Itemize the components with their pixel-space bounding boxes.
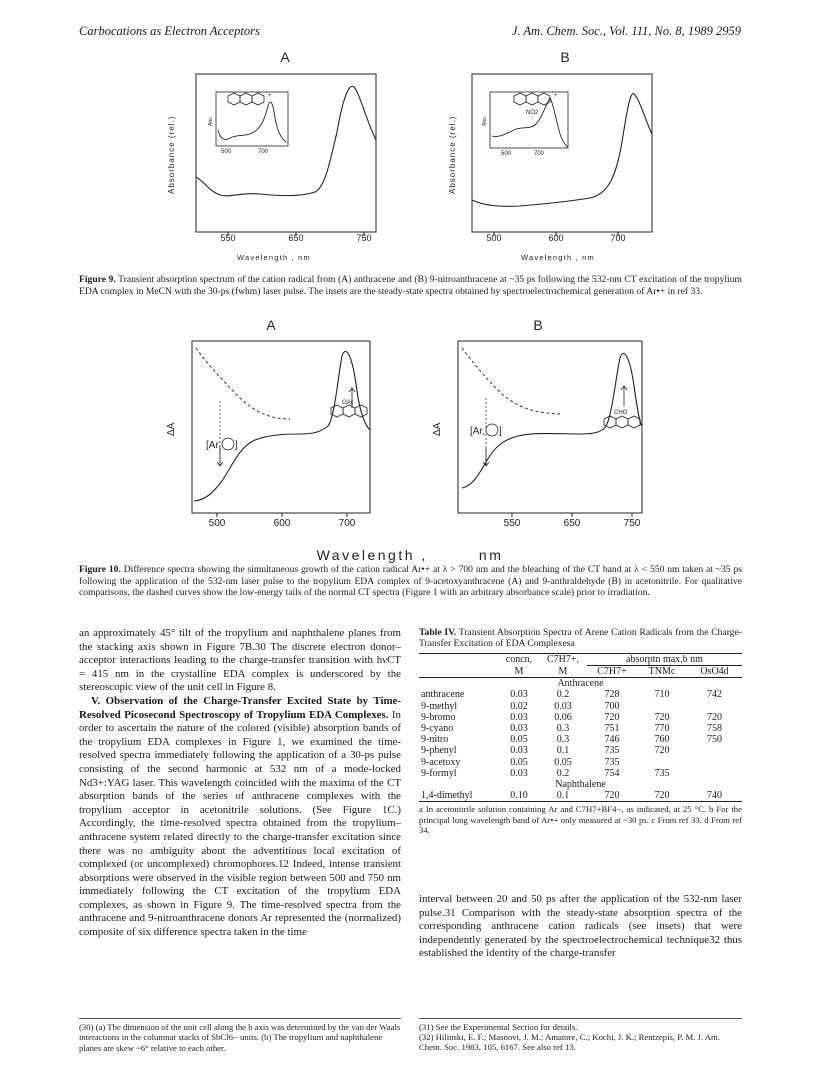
fig9-a-inset-xtick-1: 700 bbox=[258, 149, 269, 155]
th-unit-m2: M bbox=[558, 665, 568, 677]
section-v-text: In order to ascertain the nature of the colored (visible) absorption bands of the tropylium EDA complexes in Figure 1, we examined the time-resolved spectra immediately following the application of a 30-ps pulse consisting of the second harmonic at 532 nm of a mode-locked Nd3+:YAG laser. This wavelength coincided with the maxima of the CT absorption bands of the series of anthracene complexes with the tropylium acceptor in acetonitrile solutions. (See Figure 1C.) Accordingly, the time-resolved spectra obtained from the tropylium–anthracene system related directly to the charge-transfer excitation since there was no ambiguity about the adventitious local excitation of complexed (or uncomplexed) chromophores.12 Indeed, intense transient absorptions were observed in the visible region between 500 and 750 nm immediately following the CT excitation of the tropylium EDA complexes, as shown in Figure 9. The time-resolved spectra from the anthracene and 9-nitroanthracene donors Ar represented the (normalized) composite of six difference spectra taken in the time bbox=[79, 708, 401, 939]
table-row bbox=[419, 757, 742, 768]
th-absorptn-max: absorptn max,b nm bbox=[587, 653, 742, 665]
fig9-b-xtick-0: 500 bbox=[486, 233, 502, 243]
journal-citation: J. Am. Chem. Soc., Vol. 111, No. 8, 1989 2959 bbox=[511, 24, 741, 38]
fig10-b-complex-label: [Ar, bbox=[470, 426, 486, 437]
cell: 9-cyano bbox=[421, 723, 454, 735]
footnote-31: (31) See the Experimental Section for details. bbox=[419, 1022, 578, 1032]
fig9-a-spectrum bbox=[196, 86, 376, 196]
fig9-panel-b-label: B bbox=[560, 49, 570, 65]
fig9-b-xtick-2: 700 bbox=[610, 233, 626, 243]
cell: 0.05 bbox=[554, 756, 572, 768]
fig9-a-inset-ylabel: Abs. bbox=[208, 115, 214, 126]
cell bbox=[637, 757, 687, 768]
cell: 700 bbox=[604, 700, 620, 712]
fig10-a-ct-tail-dashed bbox=[196, 348, 290, 419]
th-c7h7-concn: C7H7+, bbox=[546, 654, 580, 666]
fig10-a-complex-label: [Ar, bbox=[206, 440, 222, 451]
table-row bbox=[419, 723, 742, 734]
fig10-a-difference-spectrum bbox=[194, 351, 370, 501]
fig9-b-xtick-1: 600 bbox=[548, 233, 564, 243]
tropylium-icon bbox=[222, 438, 234, 450]
th-concn: concn, bbox=[505, 654, 533, 666]
fig9-b-inset-ylabel: Abs. bbox=[482, 115, 488, 126]
growth-arrow-b-icon bbox=[621, 386, 627, 406]
cell bbox=[687, 768, 742, 779]
group-naphthalene: Naphthalene bbox=[555, 779, 606, 791]
fig10-b-xtick-2: 750 bbox=[623, 518, 641, 529]
table-iv-caption bbox=[419, 627, 742, 650]
figure-10 bbox=[140, 316, 700, 570]
fig9-a-ylabel: Absorbance (rel.) bbox=[167, 115, 176, 194]
cell: 0.05 bbox=[510, 734, 528, 746]
cell bbox=[687, 745, 742, 756]
fig9-b-xlabel: Wavelength , nm bbox=[521, 253, 595, 262]
cell: 0.2 bbox=[556, 767, 570, 779]
fig9-a-inset-xtick-0: 500 bbox=[221, 149, 232, 155]
fig9-a-xlabel: Wavelength , nm bbox=[237, 253, 311, 262]
fig9-a-inset-spectrum bbox=[218, 102, 286, 142]
cell: 746 bbox=[604, 734, 620, 746]
th-unit-m1: M bbox=[514, 665, 524, 677]
table-iv bbox=[419, 653, 742, 803]
table-iv-label: Table IV. bbox=[419, 627, 457, 638]
fig10-a-bracket-close: ] bbox=[235, 440, 238, 451]
fig10-b-bracket-close: ] bbox=[499, 426, 502, 437]
cell: 720 bbox=[654, 711, 670, 723]
cell: 0.06 bbox=[554, 711, 572, 723]
tropylium-b-icon bbox=[486, 424, 498, 436]
acetoxyanthracene-structure-icon bbox=[331, 405, 367, 417]
fig9-b-ylabel: Absorbance (rel.) bbox=[448, 115, 457, 194]
left-paragraph-2 bbox=[79, 695, 401, 940]
cell: 9-formyl bbox=[421, 767, 457, 779]
fig10-panel-a bbox=[166, 317, 370, 529]
cell: 9-bromo bbox=[421, 711, 456, 723]
right-column-text bbox=[419, 893, 742, 961]
left-column bbox=[79, 627, 401, 940]
radical-cation-mark: ˙+ bbox=[266, 93, 272, 99]
fig9-b-inset-xtick-0: 500 bbox=[501, 151, 512, 157]
table-row bbox=[419, 790, 742, 802]
cell: 0.05 bbox=[510, 756, 528, 768]
table-row bbox=[419, 768, 742, 779]
fig10-panel-b-label: B bbox=[533, 317, 543, 333]
figure-10-caption-text: Difference spectra showing the simultaneous growth of the cation radical Ar•+ at λ > 700 nm and the bleaching of the CT band at λ < 550 nm taken at ~35 ps following the application of the 532-nm laser pulse to the tropylium EDA complex of 9-acetoxyanthracene (A) and 9-anthraldehyde (B) in acetonitrile. For qualitative comparisons, the dashed curves show the low-energy tails of the normal CT spectra (Figure 1 with an arbitrary absorbance scale) prior to irradiation. bbox=[79, 564, 742, 598]
cell: 760 bbox=[654, 734, 670, 746]
fig10-a-frame bbox=[192, 341, 370, 513]
cell: 0.3 bbox=[556, 734, 570, 746]
cell: 770 bbox=[654, 723, 670, 735]
figure-9 bbox=[150, 42, 680, 274]
fig9-b-frame bbox=[472, 74, 652, 232]
fig10-xlabel: Wavelength , nm bbox=[316, 547, 504, 563]
cell: 0.03 bbox=[554, 700, 572, 712]
fig9-a-xtick-2: 750 bbox=[356, 233, 372, 243]
fig10-a-xtick-0: 500 bbox=[208, 518, 226, 529]
cell: 0.3 bbox=[556, 723, 570, 735]
section-v-heading: V. Observation of the Charge-Transfer Excited State by Time-Resolved Picosecond Spectroscopy of Tropylium EDA Complexes. bbox=[79, 694, 401, 721]
cell: 742 bbox=[707, 689, 722, 701]
fig10-a-xtick-2: 700 bbox=[338, 518, 356, 529]
cell: 735 bbox=[604, 745, 620, 757]
cell: 720 bbox=[604, 711, 620, 723]
cell: 9-phenyl bbox=[421, 745, 457, 757]
cell: 735 bbox=[604, 756, 620, 768]
cell: 9-acetoxy bbox=[421, 756, 461, 768]
nitroanthracene-cation-structure-icon bbox=[514, 93, 550, 105]
bleach-arrow-b-icon bbox=[483, 448, 489, 466]
table-iv-footnote: a In acetonitrile solution containing Ar and C7H7+BF4−, as indicated, at 25 °C. b For the principal long wavelength band of Ar•+ only measured at ~30 ps. c From ref 33. d From ref 34. bbox=[419, 804, 742, 836]
fig9-panel-b bbox=[448, 49, 652, 262]
footnote-32: (32) Hilinski, E. F.; Masnovi, J. M.; Amatore, C.; Kochi, J. K.; Rentzepis, P. M. J. Am. Chem. Soc. 1983, 105, 6167. See also ref 13. bbox=[419, 1032, 720, 1053]
fig10-b-ct-tail-dashed bbox=[462, 348, 560, 414]
running-title: Carbocations as Electron Acceptors bbox=[79, 24, 260, 38]
cell: 1,4-dimethyl bbox=[421, 790, 473, 802]
cell: 0.2 bbox=[556, 689, 570, 701]
table-iv-block bbox=[419, 627, 742, 836]
cell: 720 bbox=[604, 790, 620, 802]
cell: 9-nitro bbox=[421, 734, 449, 746]
table-iv-title: Transient Absorption Spectra of Arene Cation Radicals from the Charge-Transfer Excitation of EDA Complexesa bbox=[419, 627, 742, 650]
fig9-b-inset-spectrum bbox=[492, 98, 568, 147]
cell: 0.10 bbox=[510, 790, 528, 802]
fig10-a-substituent: OAc bbox=[342, 400, 354, 406]
cell: 0.03 bbox=[510, 711, 528, 723]
figure-10-caption bbox=[79, 564, 742, 599]
table-row bbox=[419, 745, 742, 756]
th-oso4: OsO4d bbox=[700, 666, 729, 678]
fig9-a-xtick-0: 550 bbox=[220, 233, 236, 243]
table-row bbox=[419, 701, 742, 712]
cell: 750 bbox=[707, 734, 722, 746]
cell: 710 bbox=[654, 689, 670, 701]
fig9-panel-a-label: A bbox=[280, 49, 290, 65]
cell bbox=[687, 757, 742, 768]
footnote-rule-right bbox=[419, 1018, 742, 1019]
fig9-a-xtick-1: 650 bbox=[288, 233, 304, 243]
fig10-b-xtick-1: 650 bbox=[563, 518, 581, 529]
fig9-b-inset-xtick-1: 700 bbox=[534, 151, 545, 157]
anthracene-cation-structure-icon bbox=[228, 93, 264, 105]
fig9-b-spectrum bbox=[472, 94, 652, 207]
fig10-a-xtick-1: 600 bbox=[273, 518, 291, 529]
cell: 728 bbox=[604, 689, 620, 701]
cell bbox=[687, 701, 742, 712]
cell: 751 bbox=[604, 723, 620, 735]
fig10-panel-b bbox=[432, 317, 642, 529]
table-row bbox=[419, 712, 742, 723]
fig10-b-ylabel: ΔA bbox=[432, 422, 443, 436]
footnote-30: (30) (a) The dimension of the unit cell along the b axis was determined by the van der Waals interactions in the columnar stacks of SbCl6− units. (b) The tropylium and naphthalene planes are skew ~6° relative to each other. bbox=[79, 1022, 401, 1053]
table-row bbox=[419, 734, 742, 745]
fig10-b-substituent: CHO bbox=[614, 410, 628, 416]
cell: 0.02 bbox=[510, 700, 528, 712]
table-row bbox=[419, 689, 742, 700]
cell: 0.03 bbox=[510, 745, 528, 757]
cell: 758 bbox=[707, 723, 722, 735]
cell: 720 bbox=[654, 790, 670, 802]
cell: 754 bbox=[604, 767, 620, 779]
figure-9-caption-label: Figure 9. bbox=[79, 274, 116, 285]
fig10-b-difference-spectrum bbox=[462, 353, 642, 488]
fig10-b-xtick-0: 550 bbox=[503, 518, 521, 529]
cell: 0.03 bbox=[510, 689, 528, 701]
nitro-substituent: NO2 bbox=[526, 110, 539, 116]
figure-10-caption-label: Figure 10. bbox=[79, 564, 121, 575]
cell: 0.03 bbox=[510, 767, 528, 779]
th-c7h7: C7H7+ bbox=[597, 666, 627, 678]
th-tnm: TNMc bbox=[648, 666, 676, 678]
group-anthracene: Anthracene bbox=[557, 678, 604, 690]
cell: 720 bbox=[707, 711, 722, 723]
cell: 720 bbox=[654, 745, 670, 757]
figure-9-caption-text: Transient absorption spectrum of the cation radical from (A) anthracene and (B) 9-nitroanthracene at ~35 ps following the 532-nm CT excitation of the tropylium EDA complex in MeCN with the 30-ps (fwhm) laser pulse. The insets are the steady-state spectra obtained by spectroelectrochemical generation of Ar•+ in ref 33. bbox=[79, 274, 742, 297]
fig10-b-frame bbox=[458, 341, 642, 513]
fig10-panel-a-label: A bbox=[266, 317, 276, 333]
cell bbox=[637, 701, 687, 712]
fig10-a-ylabel: ΔA bbox=[166, 422, 177, 436]
right-paragraph-1: interval between 20 and 50 ps after the application of the 532-nm laser pulse.31 Comparison with the steady-state absorption spectra of the corresponding anthracene cation radicals (see insets) that were independently generated by the spectroelectrochemical technique32 thus established the identity of the charge-transfer bbox=[419, 893, 742, 960]
cell: 0.1 bbox=[556, 790, 570, 802]
left-paragraph-1: an approximately 45° tilt of the tropylium and naphthalene planes from the stacking axis shown in Figure 7B.30 The discrete electron donor–acceptor interactions leading to the charge-transfer transition with hνCT = 415 nm in the crystalline EDA complex is underscored by the stereoscopic view of the unit cell in Figure 8. bbox=[79, 627, 401, 694]
figure-9-caption bbox=[79, 274, 742, 297]
radical-cation-mark-b: ˙+ bbox=[552, 93, 558, 99]
cell: anthracene bbox=[421, 689, 465, 701]
fig9-panel-a bbox=[167, 49, 376, 262]
cell: 0.03 bbox=[510, 723, 528, 735]
cell: 740 bbox=[707, 790, 722, 802]
cell: 9-methyl bbox=[421, 700, 458, 712]
cell: 0.1 bbox=[556, 745, 570, 757]
cell: 735 bbox=[654, 767, 670, 779]
footnote-rule-left bbox=[79, 1018, 401, 1019]
